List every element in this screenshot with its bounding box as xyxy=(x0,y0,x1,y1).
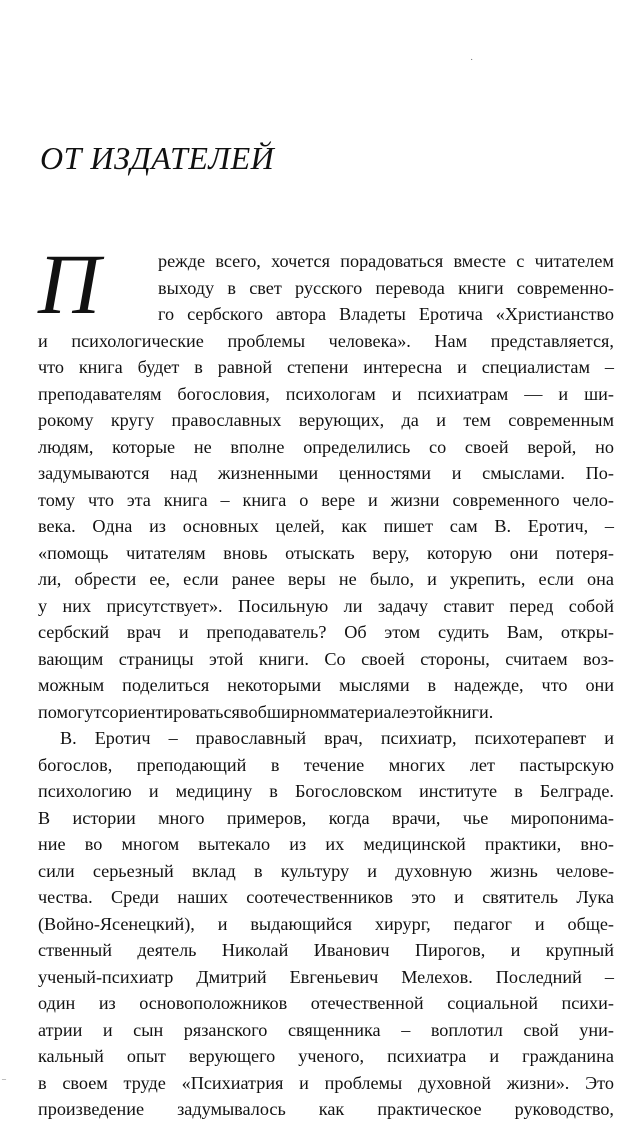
text-line: рокому кругу православных верующих, да и тем современным xyxy=(38,410,614,430)
text-line: что книга будет в равной степени интересна и специалистам – xyxy=(38,357,614,377)
text-line: ние во многом вытекало из их медицинской практики, вно- xyxy=(38,834,614,854)
text-line: психологию и медицину в Богословском институте в Белграде. xyxy=(38,781,614,801)
scan-speck: ˙ xyxy=(470,58,474,69)
text-line: го сербского автора Владеты Еротича «Христианство xyxy=(158,304,614,324)
text-line: (Войно-Ясенецкий), и выдающийся хирург, педагог и обще- xyxy=(38,913,614,934)
text-line: вающим страницы этой книги. Со своей стороны, считаем воз- xyxy=(38,648,614,669)
text-line: атрии и сын рязанского священника – воплотил свой уни- xyxy=(38,1019,614,1040)
text-line: века. Одна из основных целей, как пишет сам В. Еротич, – xyxy=(38,516,614,536)
text-line: людям, которые не вполне определились со своей верой, но xyxy=(38,436,614,457)
text-line: задумываются над жизненными ценностями и смыслами. По- xyxy=(38,463,614,483)
text-line: произведение задумывалось как практическое руководство, xyxy=(38,1099,614,1119)
text-line: режде всего, хочется порадоваться вместе с читателем xyxy=(158,251,614,271)
text-line: можным поделиться некоторыми мыслями в надежде, что они xyxy=(38,675,614,695)
text-line: один из основоположников отечественной социальной психи- xyxy=(38,993,614,1013)
text-line: В истории много примеров, когда врачи, чье миропонима- xyxy=(38,807,614,828)
text-line: преподавателям богословия, психологам и психиатрам — и ши- xyxy=(38,383,614,404)
text-line: «помощь читателям вновь отыскать веру, которую они потеря- xyxy=(38,542,614,563)
text-line: в своем труде «Психиатрия и проблемы духовной жизни». Это xyxy=(38,1072,614,1093)
drop-cap: П xyxy=(38,236,101,332)
text-line: у них присутствует». Посильную ли задачу ставит перед собой xyxy=(38,595,614,616)
body-text xyxy=(38,248,614,1123)
text-line: В. Еротич – православный врач, психиатр, психотерапевт и xyxy=(60,728,614,748)
text-line: сербский врач и преподаватель? Об этом судить Вам, откры- xyxy=(38,622,614,642)
text-line: ственный деятель Николай Иванович Пирогов, и крупный xyxy=(38,940,614,960)
text-line: и психологические проблемы человека». Нам представляется, xyxy=(38,330,614,351)
text-line: чества. Среди наших соотечественников это и святитель Лука xyxy=(38,887,614,907)
text-line: помогут сориентироваться в обширном материале этой книги. xyxy=(38,701,494,722)
text-line: ли, обрести ее, если ранее веры не было, и укрепить, если она xyxy=(38,569,614,589)
text-line: сили серьезный вклад в культуру и духовную жизнь челове- xyxy=(38,860,614,881)
text-line: тому что эта книга – книга о вере и жизни современного чело- xyxy=(38,489,614,510)
page-title: ОТ ИЗДАТЕЛЕЙ xyxy=(40,140,275,176)
text-line: богослов, преподающий в течение многих лет пастырскую xyxy=(38,754,614,775)
text-line: кальный опыт верующего ученого, психиатра и гражданина xyxy=(38,1046,614,1066)
text-line: ученый-психиатр Дмитрий Евгеньевич Мелехов. Последний – xyxy=(38,966,614,987)
text-line: выходу в свет русского перевода книги современно- xyxy=(158,277,614,298)
scan-speck: – xyxy=(2,1074,6,1083)
